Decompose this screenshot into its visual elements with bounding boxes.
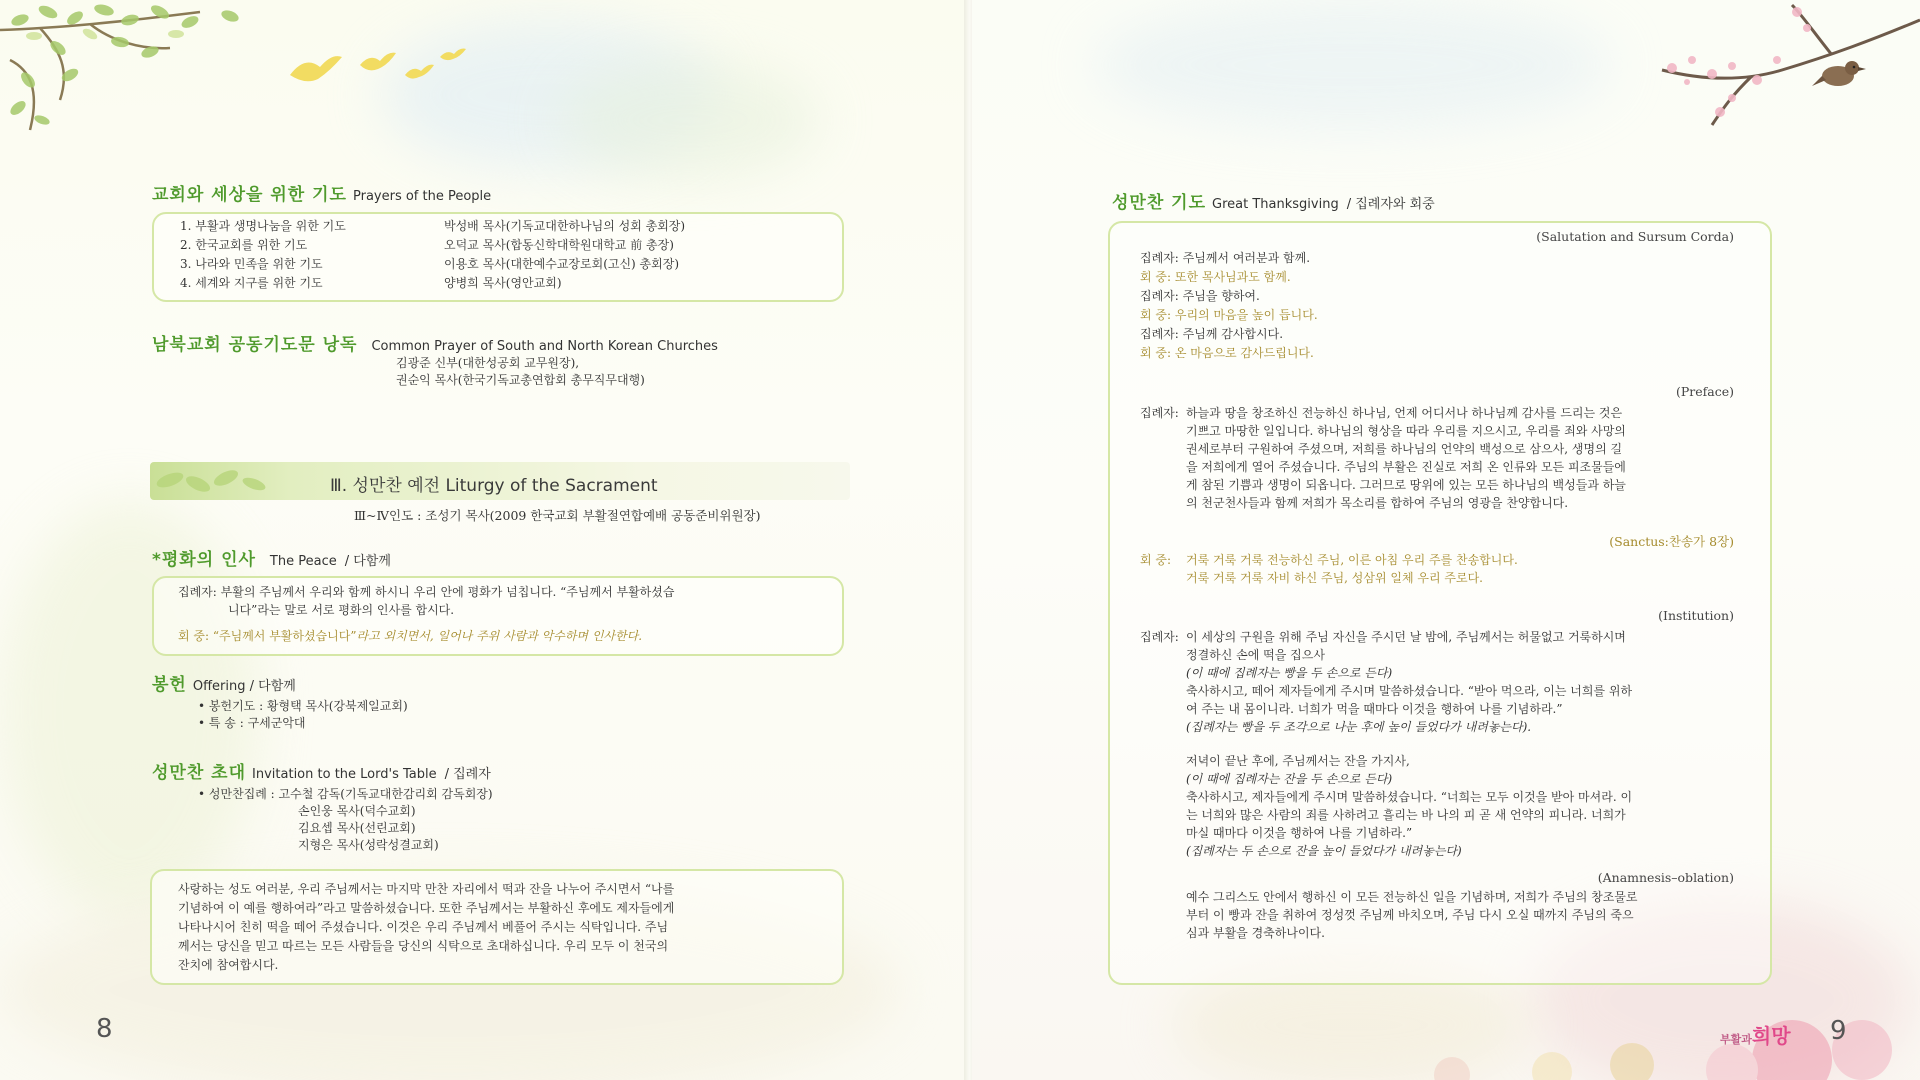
institution-line: 이 세상의 구원을 위해 주님 자신을 주시던 날 밤에, 주님께서는 허물없고 거룩하시며 <box>1186 630 1626 644</box>
anamnesis-line: 부터 이 빵과 잔을 취하여 정성껏 주님께 바치오며, 주님 다시 오실 때까지 주님의 죽으 <box>1186 908 1634 922</box>
common-prayer-title-ko: 남북교회 공동기도문 낭독 <box>152 335 358 355</box>
salutation-text: 주님께서 여러분과 함께. <box>1182 251 1311 265</box>
invitation-text-line: 께서는 당신을 믿고 따르는 모든 사람들을 당신의 식탁으로 초대하십니다. 우리 모두 이 천국의 <box>178 939 669 953</box>
institution-label: (Institution) <box>1658 608 1734 623</box>
thanksgiving-heading <box>1112 188 1435 213</box>
prayers-title-ko: 교회와 세상을 위한 기도 <box>152 185 347 205</box>
institution-line: 정결하신 손에 떡을 집으사 <box>1186 648 1325 662</box>
peace-line: 니다”라는 말로 서로 평화의 인사를 합시다. <box>228 603 455 617</box>
salutation-label: (Salutation and Sursum Corda) <box>1536 229 1734 244</box>
institution-line: 마실 때마다 이것을 행하여 나를 기념하라.” <box>1186 826 1413 840</box>
congregation-role: 회 중: <box>1140 553 1172 567</box>
prayers-title-en: Prayers of the People <box>352 189 492 204</box>
prayer-leader: 이용호 목사(대한예수교장로회(고신) 총회장) <box>444 257 680 271</box>
thanksgiving-title-ko: 성만찬 기도 <box>1112 193 1207 213</box>
common-prayer-reader: 김광준 신부(대한성공회 교무원장), <box>396 356 580 370</box>
celebrant-role: 집례자: <box>1140 327 1179 341</box>
celebrant-role: 집례자: <box>1140 289 1179 303</box>
brand-big: 희망 <box>1751 1024 1791 1048</box>
celebrant: • 성만찬집례 : 고수철 감독(기독교대한감리회 감독회장) <box>198 787 493 801</box>
preface-line: 하늘과 땅을 창조하신 전능하신 하나님, 언제 어디서나 하나님께 감사를 드리는 것은 <box>1186 406 1623 420</box>
peace-title-ko: *평화의 인사 <box>152 550 256 570</box>
peace-title-tail: / 다함께 <box>344 554 391 569</box>
offering-item: • 봉헌기도 : 황형택 목사(강북제일교회) <box>198 699 408 713</box>
invitation-text-line: 기념하여 이 예를 행하여라”라고 말씀하셨습니다. 또한 주님께서는 부활하신 후에도 제자들에게 <box>178 901 675 915</box>
peace-title-en: The Peace <box>269 554 337 569</box>
celebrant-role: 집례자: <box>1140 406 1179 420</box>
institution-line: 축사하시고, 떼어 제자들에게 주시며 말씀하셨습니다. “받아 먹으라, 이는 너희를 위하 <box>1186 684 1633 698</box>
prayer-item: 3. 나라와 민족을 위한 기도 <box>180 257 323 271</box>
preface-line: 을 저희에게 열어 주셨습니다. 주님의 부활은 진실로 저희 온 인류와 모든 피조물들에 <box>1186 460 1626 474</box>
celebrant-role: 집례자: <box>1140 630 1179 644</box>
prayer-leader: 박성배 목사(기독교대한하나님의 성회 총회장) <box>444 219 686 233</box>
celebrant-role: 집례자: <box>1140 251 1179 265</box>
right-page <box>972 0 1920 1080</box>
leaf-ornament-illustration <box>150 462 290 500</box>
sanctus-line: 거룩 거룩 거룩 자비 하신 주님, 성삼위 일체 우리 주로다. <box>1186 571 1483 585</box>
congregation-role: 회 중: <box>1140 270 1172 284</box>
anamnesis-line: 심과 부활을 경축하나이다. <box>1186 926 1325 940</box>
invitation-title-tail: / 집례자 <box>444 767 491 782</box>
salutation-line <box>1140 325 1283 342</box>
institution-line: 는 너희와 많은 사람의 죄를 사하려고 흘리는 바 나의 피 곧 새 언약의 피니라. 너희가 <box>1186 808 1626 822</box>
salutation-text: 우리의 마음을 높이 듭니다. <box>1174 308 1318 322</box>
preface-line: 권세로부터 구원하여 주셨으며, 저희를 하나님의 언약의 백성으로 삼으사, 생명의 길 <box>1186 442 1623 456</box>
institution-rubric: (이 때에 집례자는 잔을 두 손으로 든다) <box>1186 772 1393 786</box>
institution-line: 저녁이 끝난 후에, 주님께서는 잔을 가지사, <box>1186 754 1410 768</box>
salutation-text: 주님을 향하여. <box>1182 289 1260 303</box>
preface-line: 게 참된 기쁨과 생명이 되옵니다. 그러므로 땅위에 있는 모든 하나님의 백성들과 하늘 <box>1186 478 1626 492</box>
thanksgiving-title-en: Great Thanksgiving <box>1212 197 1339 212</box>
sanctus-label: (Sanctus:찬송가 8장) <box>1609 534 1734 549</box>
offering-title-ko: 봉헌 <box>152 675 187 695</box>
peace-response <box>178 627 642 644</box>
common-prayer-heading <box>152 330 718 355</box>
common-prayer-title-en: Common Prayer of South and North Korean Churches <box>371 339 718 354</box>
offering-heading <box>152 670 296 695</box>
page-number: 9 <box>1830 1016 1847 1046</box>
section-title: Ⅲ. 성만찬 예전 Liturgy of the Sacrament <box>330 476 658 496</box>
prayer-leader: 오덕교 목사(합동신학대학원대학교 前 총장) <box>444 238 674 252</box>
celebrant: 손인웅 목사(덕수교회) <box>298 804 416 818</box>
invitation-title-en: Invitation to the Lord's Table <box>252 767 437 782</box>
institution-line: 축사하시고, 제자들에게 주시며 말씀하셨습니다. “너희는 모두 이것을 받아 마셔라. 이 <box>1186 790 1633 804</box>
prayer-item: 4. 세계와 지구를 위한 기도 <box>180 276 323 290</box>
prayers-heading <box>152 180 491 205</box>
brand-small: 부활과 <box>1720 1033 1752 1046</box>
blossom-branch-illustration <box>1632 0 1920 130</box>
salutation-text: 주님께 감사합시다. <box>1182 327 1284 341</box>
institution-rubric: (집례자는 빵을 두 조각으로 나눈 후에 높이 들었다가 내려놓는다). <box>1186 720 1532 734</box>
invitation-text-line: 나타나시어 친히 떡을 떼어 주셨습니다. 이것은 우리 주님께서 베풀어 주시는 식탁입니다. 주님 <box>178 920 669 934</box>
institution-line: 여 주는 내 몸이니라. 너희가 먹을 때마다 이것을 행하여 나를 기념하라.” <box>1186 702 1563 716</box>
congregation-role: 회 중: <box>1140 308 1172 322</box>
page-number: 8 <box>96 1014 113 1044</box>
institution-rubric: (이 때에 집례자는 빵을 두 손으로 든다) <box>1186 666 1393 680</box>
prayer-item: 2. 한국교회를 위한 기도 <box>180 238 308 252</box>
preface-line: 의 천군천사들과 함께 저희가 목소리를 합하여 주님의 영광을 찬양합니다. <box>1186 496 1569 510</box>
tree-branch-illustration <box>0 0 300 150</box>
invitation-text-line: 잔치에 참여합시다. <box>178 958 279 972</box>
invitation-title-ko: 성만찬 초대 <box>152 763 247 783</box>
section-leader: Ⅲ~Ⅳ인도 : 조성기 목사(2009 한국교회 부활절연합예배 공동준비위원장) <box>354 508 761 523</box>
brand-logo <box>1720 1020 1791 1049</box>
prayer-leader: 양병희 목사(영안교회) <box>444 276 562 290</box>
salutation-line <box>1140 249 1310 266</box>
salutation-line <box>1140 287 1260 304</box>
congregation-role: 회 중: <box>1140 346 1172 360</box>
peace-rubric: 라고 외치면서, 일어나 주위 사람과 악수하며 인사한다. <box>356 629 643 643</box>
institution-rubric: (집례자는 두 손으로 잔을 높이 들었다가 내려놓는다) <box>1186 844 1462 858</box>
anamnesis-line: 예수 그리스도 안에서 행하신 이 모든 전능하신 일을 기념하며, 저희가 주님의 창조물로 <box>1186 890 1638 904</box>
common-prayer-reader: 권순익 목사(한국기독교총연합회 총무직무대행) <box>396 373 645 387</box>
preface-label: (Preface) <box>1675 384 1734 399</box>
anamnesis-label: (Anamnesis–oblation) <box>1597 870 1734 885</box>
peace-quote: “주님께서 부활하셨습니다” <box>212 629 357 643</box>
sanctus-line: 거룩 거룩 거룩 전능하신 주님, 이른 아침 우리 주를 찬송합니다. <box>1186 553 1518 567</box>
celebrant: 김요셉 목사(선린교회) <box>298 821 416 835</box>
preface-line: 기쁘고 마땅한 일입니다. 하나님의 형상을 따라 우리를 지으시고, 우리를 죄와 사망의 <box>1186 424 1626 438</box>
peace-line: 집례자: 부활의 주님께서 우리와 함께 하시니 우리 안에 평화가 넘칩니다. “주님께서 부활하셨습 <box>178 585 675 599</box>
watercolor-wash <box>1092 0 1612 130</box>
celebrant: 지형은 목사(성락성결교회) <box>298 838 439 852</box>
invitation-heading <box>152 758 491 783</box>
salutation-line <box>1140 344 1314 361</box>
salutation-line <box>1140 268 1291 285</box>
offering-title-en: Offering / 다함께 <box>192 679 296 694</box>
sparrow-illustration <box>1812 50 1872 100</box>
thanksgiving-title-tail: / 집례자와 회중 <box>1346 197 1435 212</box>
salutation-line <box>1140 306 1318 323</box>
invitation-text-line: 사랑하는 성도 여러분, 우리 주님께서는 마지막 만찬 자리에서 떡과 잔을 나누어 주시면서 “나를 <box>178 882 675 896</box>
yellow-birds-illustration <box>280 35 480 105</box>
congregation-role: 회 중: <box>178 629 210 643</box>
salutation-text: 온 마음으로 감사드립니다. <box>1174 346 1314 360</box>
prayer-item: 1. 부활과 생명나눔을 위한 기도 <box>180 219 346 233</box>
watercolor-wash <box>560 60 820 180</box>
offering-item: • 특 송 : 구세군악대 <box>198 716 306 730</box>
peace-heading <box>152 545 391 570</box>
salutation-text: 또한 목사님과도 함께. <box>1174 270 1291 284</box>
